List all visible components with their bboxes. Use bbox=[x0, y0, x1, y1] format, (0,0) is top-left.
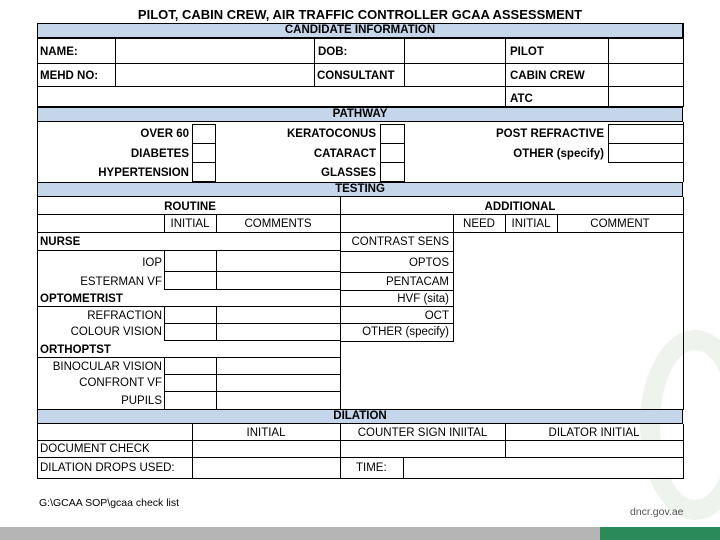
oct-label: OCT bbox=[424, 310, 449, 322]
additional-comment-header: COMMENT bbox=[590, 218, 650, 230]
other-pathway-label: OTHER (specify) bbox=[513, 148, 604, 160]
diabetes-label: DIABETES bbox=[130, 148, 189, 160]
grid-line bbox=[340, 251, 453, 252]
routine-header: ROUTINE bbox=[164, 201, 216, 213]
site-url: dncr.gov.ae bbox=[630, 506, 684, 518]
pupils-label: PUPILS bbox=[121, 395, 162, 407]
colour-vision-comments-field[interactable] bbox=[216, 323, 341, 341]
iop-initial-field[interactable] bbox=[164, 250, 217, 272]
pupils-comments-field[interactable] bbox=[216, 391, 341, 410]
pentacam-label: PENTACAM bbox=[385, 276, 449, 288]
document-check-dilator-field[interactable] bbox=[506, 441, 683, 457]
colour-vision-label: COLOUR VISION bbox=[70, 326, 162, 338]
document-check-countersign-field[interactable] bbox=[341, 441, 505, 457]
confront-comments-field[interactable] bbox=[216, 374, 341, 392]
grid-line bbox=[37, 424, 38, 479]
page-title: PILOT, CABIN CREW, AIR TRAFFIC CONTROLLER GCAA ASSESSMENT bbox=[137, 7, 583, 22]
binocular-vision-label: BINOCULAR VISION bbox=[52, 361, 162, 373]
atc-checkbox[interactable] bbox=[609, 87, 683, 106]
pathway-section-header: PATHWAY bbox=[37, 107, 683, 122]
hypertension-label: HYPERTENSION bbox=[98, 167, 189, 179]
pilot-checkbox[interactable] bbox=[609, 39, 683, 63]
orthoptist-group-label: ORTHOPTST bbox=[40, 344, 111, 356]
additional-header: ADDITIONAL bbox=[484, 201, 556, 213]
candidate-section-header: CANDIDATE INFORMATION bbox=[37, 23, 683, 38]
over60-label: OVER 60 bbox=[140, 128, 189, 140]
nurse-group-label: NURSE bbox=[40, 236, 81, 248]
dilation-initial-header: INITIAL bbox=[246, 427, 286, 439]
iop-comments-field[interactable] bbox=[216, 250, 341, 272]
hvf-label: HVF (sita) bbox=[397, 293, 449, 305]
atc-label: ATC bbox=[510, 93, 533, 105]
dob-field[interactable] bbox=[405, 39, 505, 63]
grid-line bbox=[37, 232, 684, 233]
other-testing-label: OTHER (specify) bbox=[362, 326, 449, 338]
cataract-checkbox[interactable] bbox=[380, 143, 405, 163]
grid-line bbox=[683, 424, 684, 479]
dilator-initial-header: DILATOR INITIAL bbox=[548, 427, 640, 439]
post-refractive-label: POST REFRACTIVE bbox=[496, 128, 604, 140]
mehd-field[interactable] bbox=[116, 64, 314, 86]
pilot-label: PILOT bbox=[510, 46, 544, 58]
refraction-comments-field[interactable] bbox=[216, 306, 341, 324]
grid-line bbox=[37, 214, 684, 215]
esterman-initial-field[interactable] bbox=[164, 271, 217, 290]
dilation-drops-label: DILATION DROPS USED: bbox=[40, 462, 175, 474]
glasses-checkbox[interactable] bbox=[380, 162, 405, 182]
colour-vision-initial-field[interactable] bbox=[164, 323, 217, 341]
keratoconus-label: KERATOCONUS bbox=[286, 128, 376, 140]
dilation-drops-field[interactable] bbox=[193, 458, 340, 478]
grid-line bbox=[453, 232, 454, 342]
other-pathway-field[interactable] bbox=[608, 143, 684, 163]
optos-label: OPTOS bbox=[408, 257, 449, 269]
grid-line bbox=[505, 38, 506, 107]
additional-need-header: NEED bbox=[463, 218, 495, 230]
confront-initial-field[interactable] bbox=[164, 374, 217, 392]
grid-line bbox=[340, 341, 453, 342]
pupils-initial-field[interactable] bbox=[164, 391, 217, 410]
cataract-label: CATARACT bbox=[313, 148, 376, 160]
name-label: NAME: bbox=[40, 46, 78, 58]
keratoconus-checkbox[interactable] bbox=[380, 124, 405, 144]
iop-label: IOP bbox=[142, 257, 162, 269]
grid-line bbox=[37, 197, 38, 410]
document-check-initial-field[interactable] bbox=[193, 441, 340, 457]
binocular-comments-field[interactable] bbox=[216, 357, 341, 375]
cabin-crew-checkbox[interactable] bbox=[609, 64, 683, 86]
grid-line bbox=[340, 272, 453, 273]
routine-initial-header: INITIAL bbox=[170, 218, 210, 230]
post-refractive-checkbox[interactable] bbox=[608, 124, 684, 144]
optometrist-group-label: OPTOMETRIST bbox=[40, 293, 123, 305]
binocular-initial-field[interactable] bbox=[164, 357, 217, 375]
refraction-label: REFRACTION bbox=[87, 310, 162, 322]
grid-line bbox=[340, 290, 453, 291]
grid-line bbox=[37, 478, 684, 479]
dob-label: DOB: bbox=[318, 46, 348, 58]
consultant-label: CONSULTANT bbox=[317, 70, 395, 82]
grid-line bbox=[340, 306, 453, 307]
routine-comments-header: COMMENTS bbox=[244, 218, 312, 230]
document-check-label: DOCUMENT CHECK bbox=[40, 443, 150, 455]
esterman-comments-field[interactable] bbox=[216, 271, 341, 290]
time-label: TIME: bbox=[356, 462, 387, 474]
grid-line bbox=[37, 23, 38, 107]
bottom-bar-accent bbox=[600, 527, 720, 540]
grid-line bbox=[37, 122, 38, 182]
over60-checkbox[interactable] bbox=[192, 124, 216, 144]
additional-initial-header: INITIAL bbox=[511, 218, 551, 230]
esterman-label: ESTERMAN VF bbox=[80, 276, 162, 288]
cabin-crew-label: CABIN CREW bbox=[510, 70, 585, 82]
grid-line bbox=[340, 323, 453, 324]
consultant-field[interactable] bbox=[405, 64, 505, 86]
hypertension-checkbox[interactable] bbox=[192, 162, 216, 182]
confront-vf-label: CONFRONT VF bbox=[79, 377, 162, 389]
grid-line bbox=[37, 86, 684, 87]
mehd-label: MEHD NO: bbox=[40, 70, 99, 82]
refraction-initial-field[interactable] bbox=[164, 306, 217, 324]
grid-line bbox=[683, 23, 684, 107]
background-swirl-decoration bbox=[640, 330, 720, 520]
contrast-sens-label: CONTRAST SENS bbox=[351, 236, 449, 248]
diabetes-checkbox[interactable] bbox=[192, 143, 216, 163]
grid-line bbox=[314, 38, 315, 86]
glasses-label: GLASSES bbox=[321, 167, 376, 179]
counter-sign-header: COUNTER SIGN INIITAL bbox=[357, 427, 488, 439]
grid-line bbox=[683, 197, 684, 410]
name-field[interactable] bbox=[116, 39, 314, 63]
dilation-section-header: DILATION bbox=[37, 409, 683, 424]
file-path-footer: G:\GCAA SOP\gcaa check list bbox=[39, 497, 180, 509]
time-field[interactable] bbox=[404, 458, 683, 478]
testing-section-header: TESTING bbox=[37, 182, 683, 197]
